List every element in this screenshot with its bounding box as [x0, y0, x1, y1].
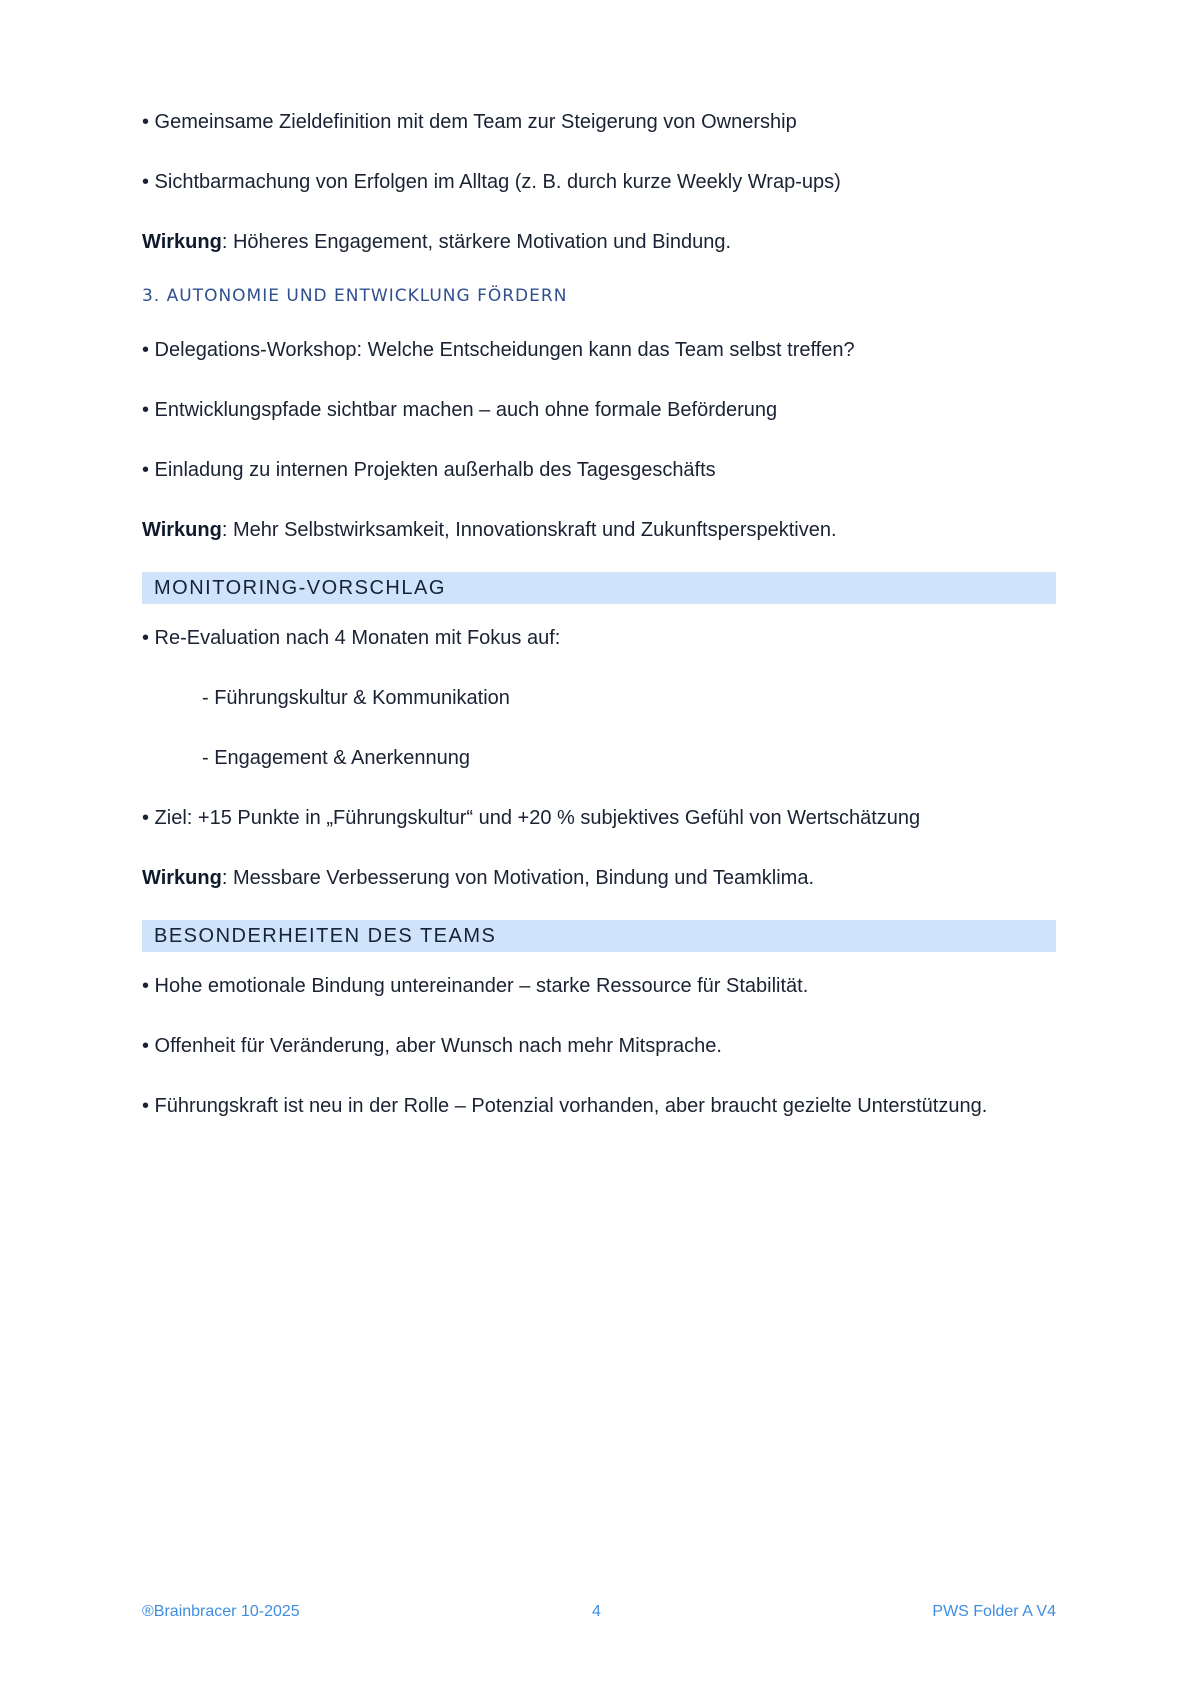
- effect-line: [142, 864, 1056, 892]
- effect-label: Wirkung: [142, 519, 222, 541]
- list-item: • Ziel: +15 Punkte in „Führungskultur“ und +20 % subjektives Gefühl von Wertschätzung: [142, 807, 921, 829]
- footer-document-id: PWS Folder A V4: [932, 1603, 1056, 1620]
- list-item: • Hohe emotionale Bindung untereinander – starke Ressource für Stabilität.: [142, 975, 809, 997]
- section-banner-monitoring: MONITORING-VORSCHLAG: [142, 572, 1056, 604]
- sub-list-item: - Engagement & Anerkennung: [202, 747, 470, 769]
- effect-text: : Höheres Engagement, stärkere Motivation und Bindung.: [221, 231, 732, 253]
- list-item: • Sichtbarmachung von Erfolgen im Alltag (z. B. durch kurze Weekly Wrap-ups): [142, 171, 841, 193]
- section-banner-team: BESONDERHEITEN DES TEAMS: [142, 920, 1056, 952]
- effect-text: : Mehr Selbstwirksamkeit, Innovationskraft und Zukunftsperspektiven.: [221, 519, 837, 541]
- list-item: • Entwicklungspfade sichtbar machen – auch ohne formale Beförderung: [142, 399, 778, 421]
- list-item: • Einladung zu internen Projekten außerhalb des Tagesgeschäfts: [142, 459, 716, 481]
- list-item: • Delegations-Workshop: Welche Entscheidungen kann das Team selbst treffen?: [142, 339, 855, 361]
- list-item: • Führungskraft ist neu in der Rolle – Potenzial vorhanden, aber braucht gezielte Unterstützung.: [142, 1095, 988, 1117]
- list-item: • Re-Evaluation nach 4 Monaten mit Fokus auf:: [142, 627, 561, 649]
- effect-label: Wirkung: [142, 231, 222, 253]
- effect-text: : Messbare Verbesserung von Motivation, Bindung und Teamklima.: [221, 867, 815, 889]
- page-number: 4: [592, 1603, 601, 1620]
- page-content: [142, 108, 1056, 1152]
- effect-label: Wirkung: [142, 867, 222, 889]
- list-item: • Offenheit für Veränderung, aber Wunsch nach mehr Mitsprache.: [142, 1035, 722, 1057]
- section-heading: 3. AUTONOMIE UND ENTWICKLUNG FÖRDERN: [142, 286, 568, 306]
- footer-copyright: ®Brainbracer 10-2025: [142, 1603, 300, 1620]
- page-footer: [142, 1603, 1056, 1625]
- list-item: • Gemeinsame Zieldefinition mit dem Team zur Steigerung von Ownership: [142, 111, 797, 133]
- effect-line: [142, 516, 1056, 544]
- sub-list-item: - Führungskultur & Kommunikation: [202, 687, 510, 709]
- effect-line: [142, 228, 1056, 256]
